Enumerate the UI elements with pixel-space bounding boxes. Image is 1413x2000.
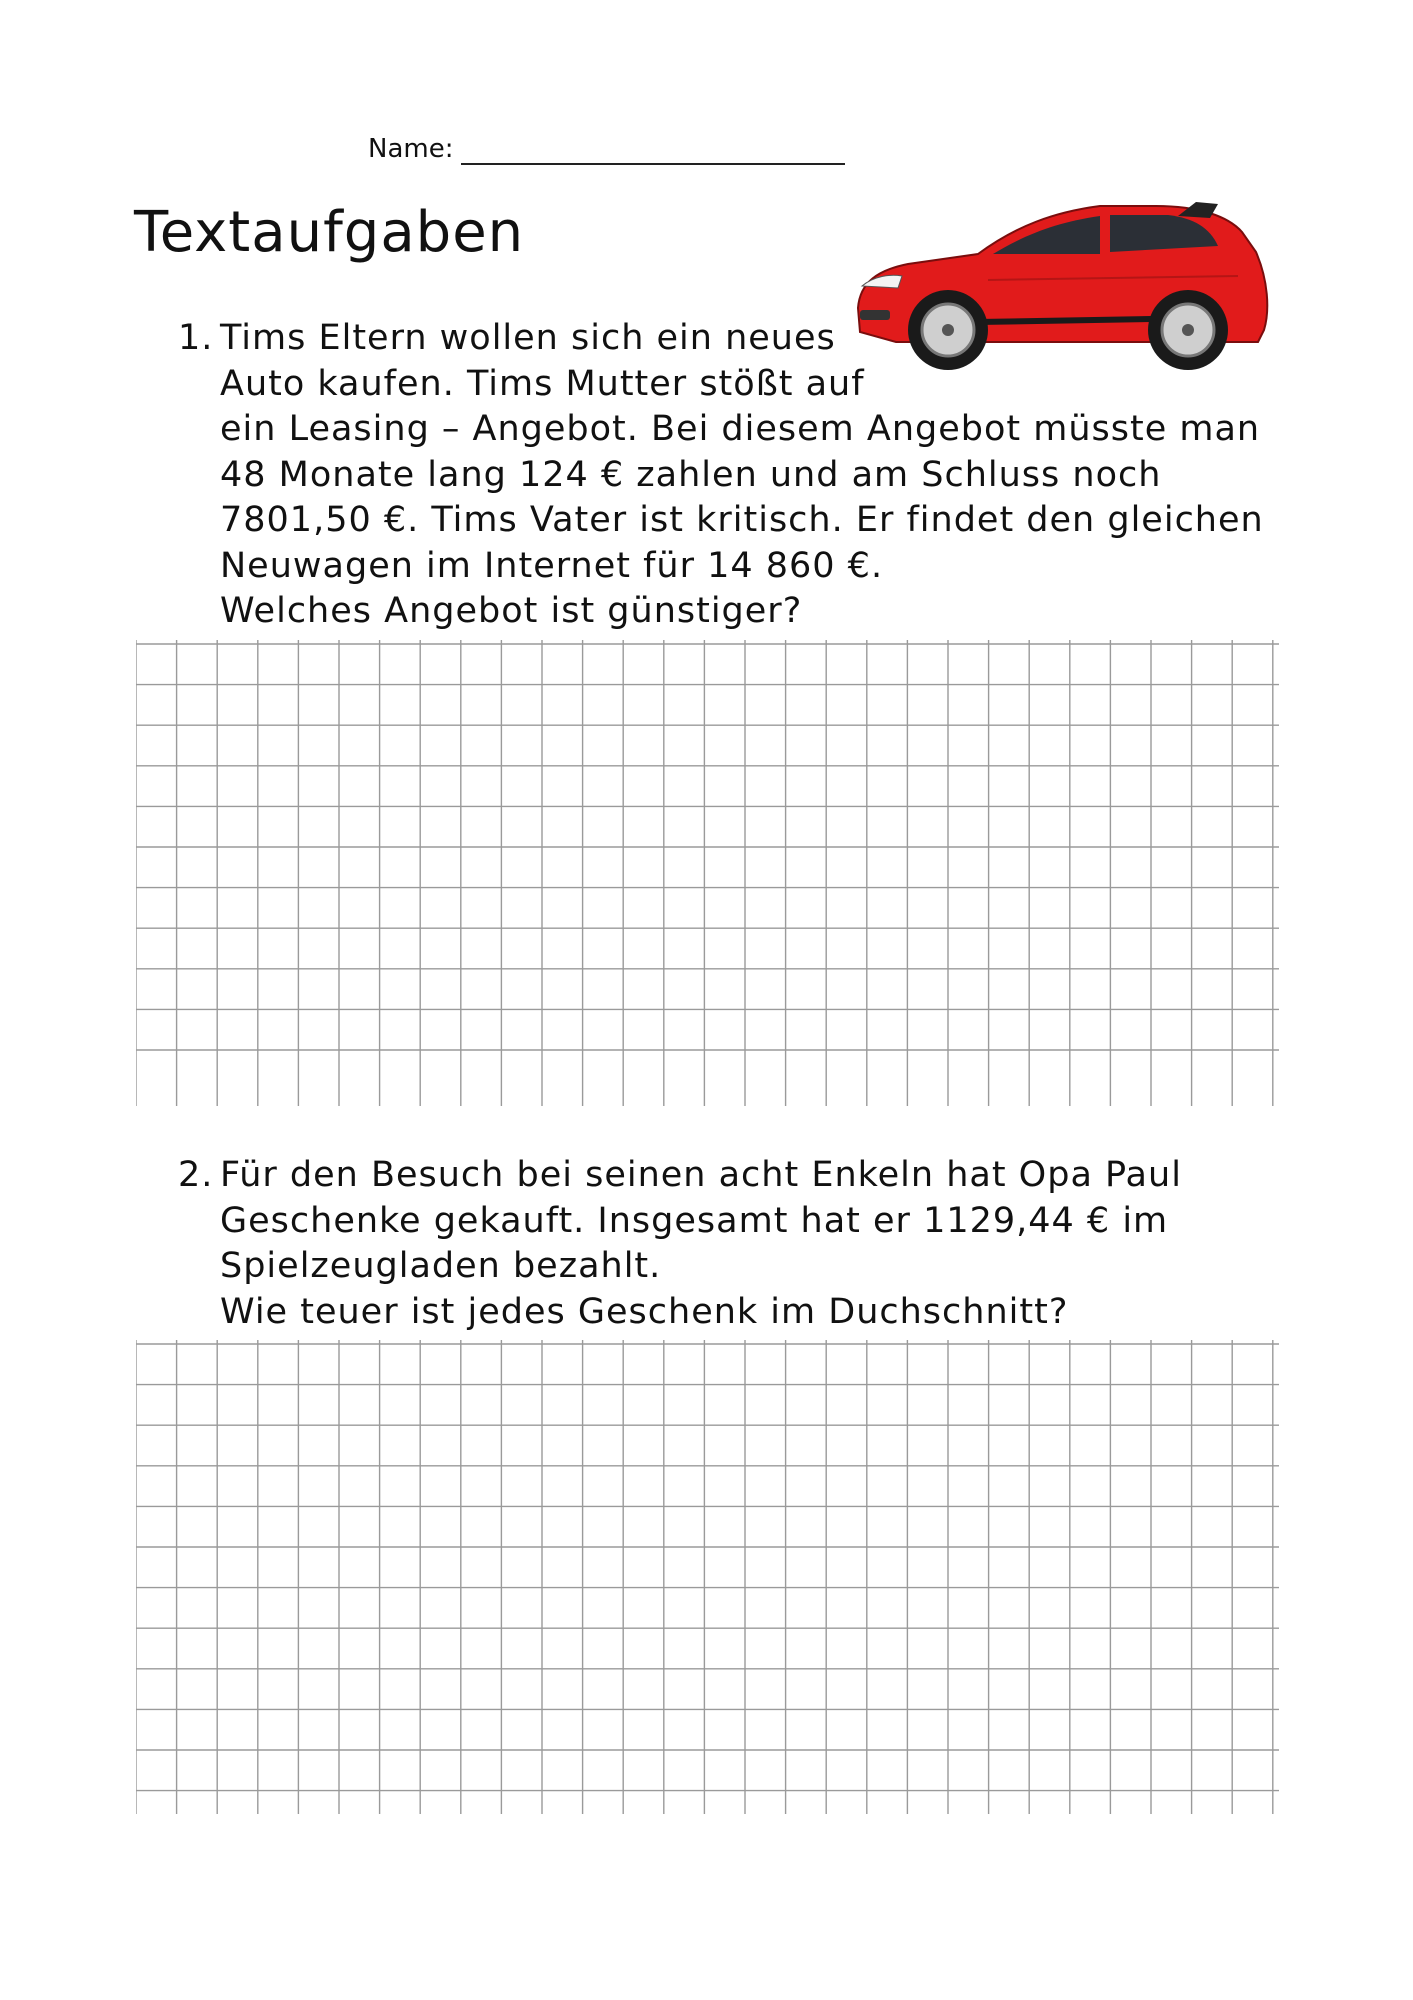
task-text-line: Spielzeugladen bezahlt. — [220, 1246, 662, 1286]
task-text-line: Wie teuer ist jedes Geschenk im Duchschnitt? — [220, 1291, 1069, 1332]
task-text-line: Neuwagen im Internet für 14 860 €. — [220, 545, 884, 586]
task-text-line: Auto kaufen. Tims Mutter stößt auf — [220, 363, 865, 404]
task-number: 1. — [178, 318, 214, 358]
task-text-line: Für den Besuch bei seinen acht Enkeln hat Opa Paul — [220, 1155, 1182, 1195]
page-title: Textaufgaben — [134, 200, 525, 265]
task-text-line: ein Leasing – Angebot. Bei diesem Angebot müsste man — [220, 409, 1261, 449]
task-text-line: 7801,50 €. Tims Vater ist kritisch. Er findet den gleichen — [220, 500, 1264, 540]
task-1 — [178, 316, 1264, 635]
task-text-line: Tims Eltern wollen sich ein neues — [220, 318, 836, 358]
task-text-line: Geschenke gekauft. Insgesamt hat er 1129,44 € im — [220, 1200, 1169, 1241]
task-2 — [178, 1153, 1182, 1335]
name-label: Name: — [368, 134, 454, 164]
task-number: 2. — [178, 1155, 214, 1195]
task-text-line: 48 Monate lang 124 € zahlen und am Schluss noch — [220, 454, 1162, 495]
task-text-line: Welches Angebot ist günstiger? — [220, 591, 803, 631]
name-input-line[interactable] — [461, 163, 845, 165]
answer-grid-task-1[interactable] — [136, 640, 1279, 1106]
answer-grid-task-2[interactable] — [136, 1340, 1279, 1814]
